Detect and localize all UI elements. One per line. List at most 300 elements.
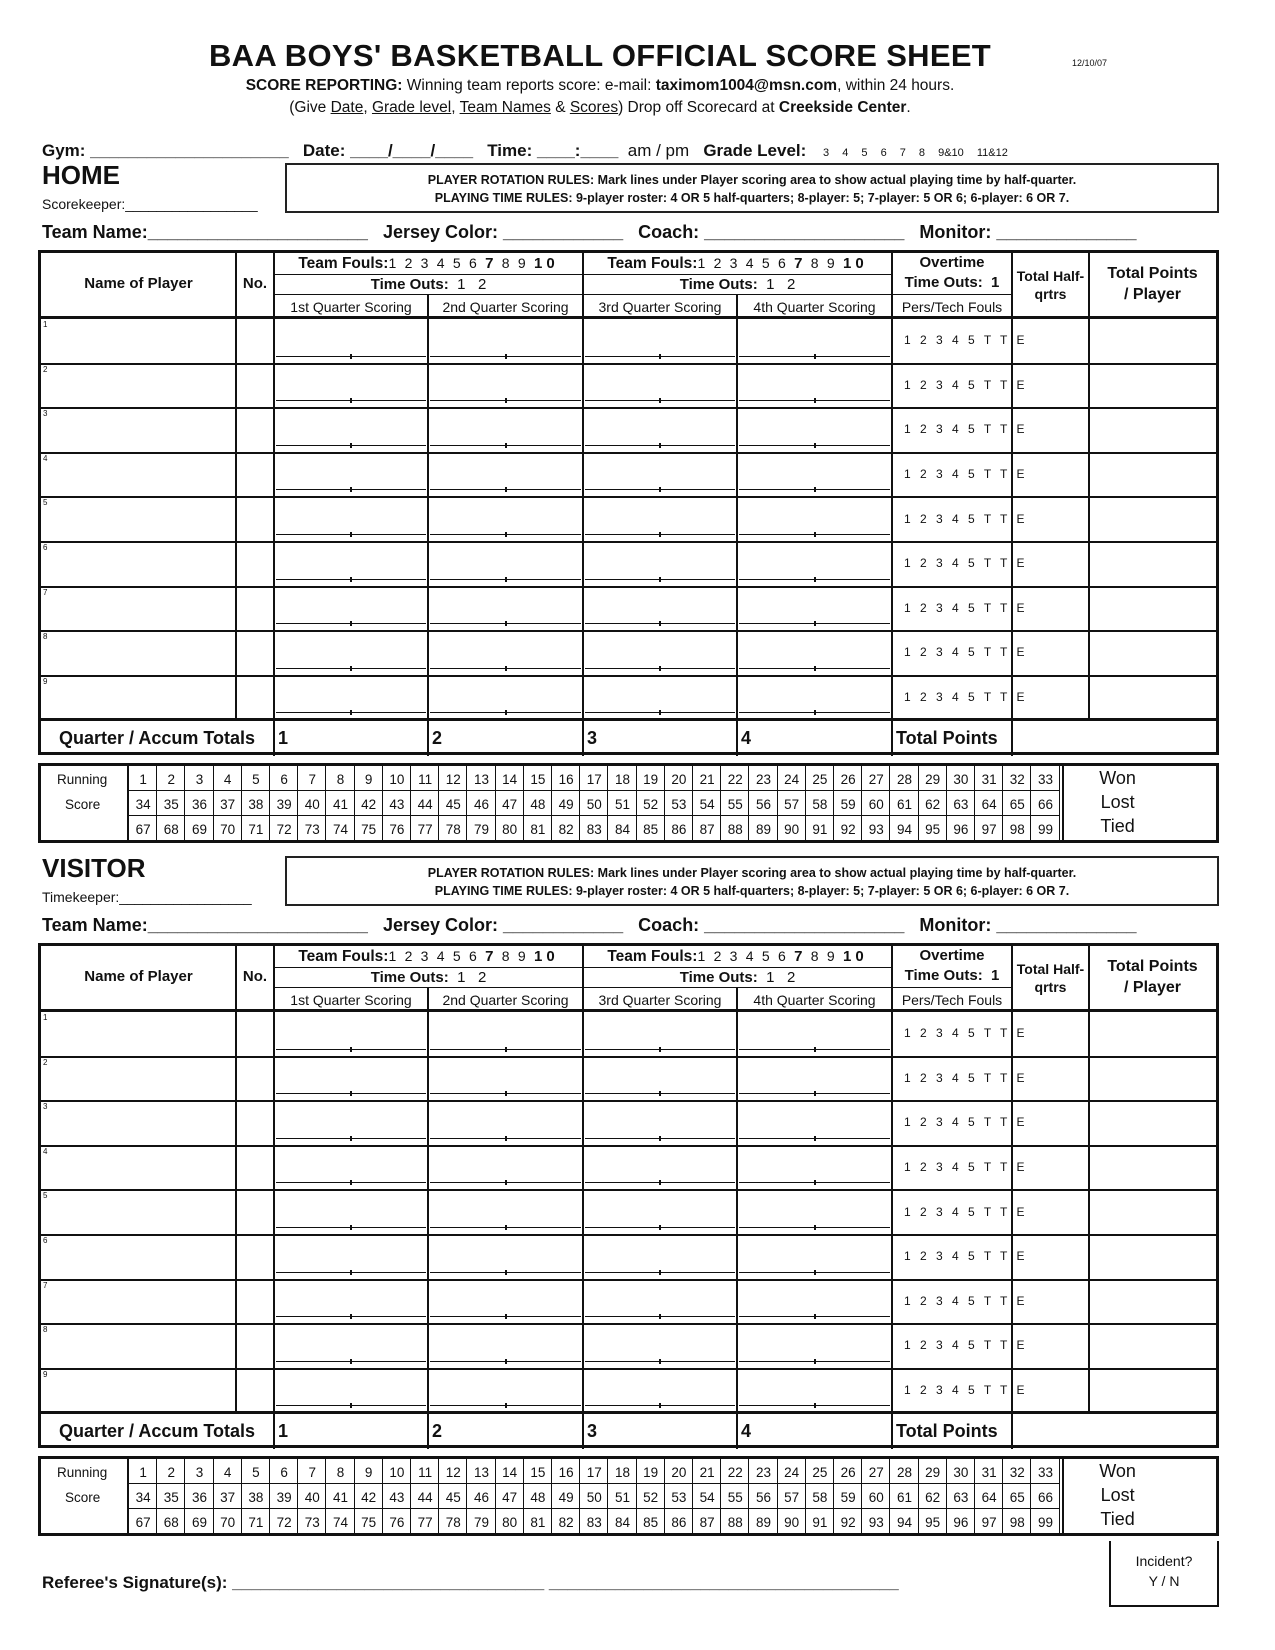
running-score-number[interactable]: 19 <box>643 1465 659 1481</box>
player-fouls[interactable]: 1 2 3 4 5 T T E <box>904 1249 1028 1264</box>
running-score-number[interactable]: 36 <box>191 1490 207 1506</box>
running-score-number[interactable]: 85 <box>643 822 659 838</box>
running-score-number[interactable]: 89 <box>755 822 771 838</box>
player-total-points-cell[interactable] <box>1089 1012 1216 1057</box>
running-score-number[interactable]: 56 <box>755 797 771 813</box>
team-foul-number[interactable]: 3 <box>729 948 742 964</box>
running-score-number[interactable]: 96 <box>953 822 969 838</box>
running-score-number[interactable]: 89 <box>755 1515 771 1531</box>
team-foul-number[interactable]: 5 <box>761 255 774 271</box>
time-outs-numbers[interactable]: 1 2 <box>457 276 487 293</box>
running-score-number[interactable]: 65 <box>1009 1490 1025 1506</box>
running-score-number[interactable]: 26 <box>840 1465 856 1481</box>
player-number-cell[interactable] <box>236 1012 274 1057</box>
player-number-cell[interactable] <box>236 1369 274 1414</box>
team-foul-number[interactable]: 3 <box>729 255 742 271</box>
running-score-number[interactable]: 10 <box>389 1465 405 1481</box>
team-foul-number[interactable]: 4 <box>436 255 449 271</box>
player-fouls[interactable]: 1 2 3 4 5 T T E <box>904 1293 1028 1308</box>
running-score-number[interactable]: 21 <box>699 1465 715 1481</box>
running-score-number[interactable]: 32 <box>1009 1465 1025 1481</box>
player-total-points-cell[interactable] <box>1089 497 1216 542</box>
running-score-number[interactable]: 78 <box>445 822 461 838</box>
total-half-quarters-cell[interactable] <box>1012 319 1089 364</box>
time-field[interactable]: Time: ____:____ <box>487 141 619 160</box>
running-score-number[interactable]: 95 <box>925 1515 941 1531</box>
running-score-number[interactable]: 3 <box>195 772 204 788</box>
player-fouls[interactable]: 1 2 3 4 5 T T E <box>904 1160 1028 1175</box>
visitor-keeper-field[interactable]: Timekeeper:_________________ <box>42 889 252 905</box>
running-score-number[interactable]: 28 <box>896 772 912 788</box>
team-name-field[interactable]: Team Name:______________________ <box>42 915 368 935</box>
player-number-cell[interactable] <box>236 453 274 498</box>
running-score-number[interactable]: 47 <box>502 1490 518 1506</box>
running-score-number[interactable]: 19 <box>643 772 659 788</box>
team-foul-number[interactable]: 8 <box>810 948 823 964</box>
player-total-points-cell[interactable] <box>1089 676 1216 721</box>
time-outs-numbers[interactable]: 1 2 <box>766 276 796 293</box>
running-score-number[interactable]: 49 <box>558 797 574 813</box>
player-fouls[interactable]: 1 2 3 4 5 T T E <box>904 556 1028 571</box>
player-number-cell[interactable] <box>236 1324 274 1369</box>
running-score-number[interactable]: 77 <box>417 822 433 838</box>
running-score-number[interactable]: 70 <box>220 1515 236 1531</box>
team-name-field[interactable]: Team Name:______________________ <box>42 222 368 242</box>
total-half-quarters-cell[interactable] <box>1012 631 1089 676</box>
home-keeper-field[interactable]: Scorekeeper:_________________ <box>42 196 258 212</box>
running-score-number[interactable]: 68 <box>163 822 179 838</box>
player-fouls[interactable]: 1 2 3 4 5 T T E <box>904 1070 1028 1085</box>
team-foul-number[interactable]: 5 <box>452 255 465 271</box>
running-score-number[interactable]: 83 <box>586 1515 602 1531</box>
player-number-cell[interactable] <box>236 676 274 721</box>
player-name-cell[interactable] <box>41 1324 236 1369</box>
running-score-number[interactable]: 26 <box>840 772 856 788</box>
running-score-number[interactable]: 57 <box>784 1490 800 1506</box>
team-foul-number[interactable]: 1 <box>697 255 710 271</box>
player-total-points-cell[interactable] <box>1089 1235 1216 1280</box>
team-foul-number[interactable]: 2 <box>713 255 726 271</box>
running-score-number[interactable]: 36 <box>191 797 207 813</box>
date-field[interactable]: Date: ____/____/____ <box>302 141 474 160</box>
player-name-cell[interactable] <box>41 1101 236 1146</box>
player-number-cell[interactable] <box>236 1190 274 1235</box>
running-score-number[interactable]: 75 <box>361 822 377 838</box>
first-half-time-outs[interactable] <box>274 276 583 293</box>
running-score-number[interactable]: 3 <box>195 1465 204 1481</box>
running-score-number[interactable]: 55 <box>727 797 743 813</box>
running-score-number[interactable]: 14 <box>502 772 518 788</box>
first-half-time-outs[interactable] <box>274 969 583 986</box>
team-foul-number[interactable]: 2 <box>404 948 417 964</box>
team-foul-number[interactable]: 5 <box>761 948 774 964</box>
running-score-number[interactable]: 6 <box>280 1465 288 1481</box>
player-fouls[interactable]: 1 2 3 4 5 T T E <box>904 600 1028 615</box>
second-half-time-outs[interactable] <box>583 969 892 986</box>
player-total-points-cell[interactable] <box>1089 1280 1216 1325</box>
running-score-number[interactable]: 2 <box>167 1465 176 1481</box>
running-score-number[interactable]: 35 <box>163 1490 179 1506</box>
player-total-points-cell[interactable] <box>1089 408 1216 453</box>
player-name-cell[interactable] <box>41 319 236 364</box>
running-score-number[interactable]: 7 <box>308 1465 317 1481</box>
total-half-quarters-cell[interactable] <box>1012 1146 1089 1191</box>
running-score-number[interactable]: 46 <box>473 1490 489 1506</box>
running-score-number[interactable]: 75 <box>361 1515 377 1531</box>
player-fouls[interactable]: 1 2 3 4 5 T T E <box>904 333 1028 348</box>
running-score-number[interactable]: 27 <box>868 772 884 788</box>
running-score-number[interactable]: 65 <box>1009 797 1025 813</box>
running-score-number[interactable]: 64 <box>981 797 997 813</box>
player-number-cell[interactable] <box>236 631 274 676</box>
running-score-number[interactable]: 7 <box>308 772 317 788</box>
running-score-number[interactable]: 97 <box>981 822 997 838</box>
player-name-cell[interactable] <box>41 587 236 632</box>
running-score-number[interactable]: 4 <box>223 1465 232 1481</box>
running-score-number[interactable]: 87 <box>699 822 715 838</box>
total-half-quarters-cell[interactable] <box>1012 1190 1089 1235</box>
running-score-number[interactable]: 18 <box>614 772 630 788</box>
running-score-number[interactable]: 90 <box>784 822 800 838</box>
running-score-number[interactable]: 24 <box>784 772 800 788</box>
running-score-number[interactable]: 29 <box>925 772 941 788</box>
player-number-cell[interactable] <box>236 542 274 587</box>
running-score-number[interactable]: 49 <box>558 1490 574 1506</box>
second-half-time-outs[interactable] <box>583 276 892 293</box>
running-score-number[interactable]: 13 <box>473 1465 489 1481</box>
running-score-number[interactable]: 20 <box>671 1465 687 1481</box>
running-score-number[interactable]: 34 <box>135 1490 151 1506</box>
running-score-number[interactable]: 53 <box>671 797 687 813</box>
running-score-number[interactable]: 54 <box>699 797 715 813</box>
running-score-number[interactable]: 74 <box>332 822 348 838</box>
team-foul-number[interactable]: 6 <box>778 948 790 964</box>
running-score-number[interactable]: 52 <box>643 1490 659 1506</box>
running-score-number[interactable]: 50 <box>586 797 602 813</box>
running-score-number[interactable]: 6 <box>280 772 288 788</box>
player-total-points-cell[interactable] <box>1089 1101 1216 1146</box>
total-half-quarters-cell[interactable] <box>1012 1235 1089 1280</box>
running-score-number[interactable]: 74 <box>332 1515 348 1531</box>
running-score-number[interactable]: 62 <box>925 1490 941 1506</box>
running-score-number[interactable]: 41 <box>332 1490 348 1506</box>
running-score-number[interactable]: 8 <box>336 1465 345 1481</box>
player-number-cell[interactable] <box>236 1235 274 1280</box>
running-score-number[interactable]: 27 <box>868 1465 884 1481</box>
monitor-field[interactable]: Monitor: ______________ <box>919 915 1137 935</box>
running-score-number[interactable]: 45 <box>445 797 461 813</box>
won-option[interactable]: Won <box>1099 1461 1136 1482</box>
team-foul-number[interactable]: 10 <box>533 948 559 965</box>
quarter-total-cell[interactable]: 1 <box>278 1421 289 1442</box>
running-score-number[interactable]: 63 <box>953 797 969 813</box>
team-foul-number[interactable]: 7 <box>485 255 498 272</box>
running-score-number[interactable]: 48 <box>530 1490 546 1506</box>
quarter-total-cell[interactable]: 2 <box>432 728 443 749</box>
team-foul-number[interactable]: 3 <box>420 255 433 271</box>
monitor-field[interactable]: Monitor: ______________ <box>919 222 1137 242</box>
running-score-number[interactable]: 4 <box>223 772 232 788</box>
team-total-points-cell[interactable] <box>1012 1413 1216 1449</box>
running-score-number[interactable]: 10 <box>389 772 405 788</box>
running-score-number[interactable]: 32 <box>1009 772 1025 788</box>
running-score-number[interactable]: 44 <box>417 1490 433 1506</box>
team-foul-number[interactable]: 1 <box>388 255 401 271</box>
running-score-number[interactable]: 40 <box>304 1490 320 1506</box>
player-name-cell[interactable] <box>41 364 236 409</box>
quarter-total-cell[interactable]: 1 <box>278 728 289 749</box>
player-fouls[interactable]: 1 2 3 4 5 T T E <box>904 422 1028 437</box>
ampm-choice[interactable]: am / pm <box>627 141 690 160</box>
running-score-number[interactable]: 61 <box>896 1490 912 1506</box>
running-score-number[interactable]: 42 <box>361 1490 377 1506</box>
running-score-number[interactable]: 80 <box>502 1515 518 1531</box>
running-score-number[interactable]: 45 <box>445 1490 461 1506</box>
player-total-points-cell[interactable] <box>1089 631 1216 676</box>
total-half-quarters-cell[interactable] <box>1012 1280 1089 1325</box>
player-name-cell[interactable] <box>41 631 236 676</box>
running-score-number[interactable]: 84 <box>614 822 630 838</box>
team-foul-number[interactable]: 3 <box>420 948 433 964</box>
running-score-number[interactable]: 25 <box>812 1465 828 1481</box>
running-score-number[interactable]: 11 <box>418 1465 433 1481</box>
running-score-number[interactable]: 43 <box>389 797 405 813</box>
running-score-number[interactable]: 39 <box>276 797 292 813</box>
player-name-cell[interactable] <box>41 1280 236 1325</box>
running-score-number[interactable]: 53 <box>671 1490 687 1506</box>
running-score-number[interactable]: 38 <box>248 797 264 813</box>
running-score-number[interactable]: 80 <box>502 822 518 838</box>
running-score-number[interactable]: 98 <box>1009 822 1025 838</box>
running-score-number[interactable]: 11 <box>418 772 433 788</box>
running-score-number[interactable]: 84 <box>614 1515 630 1531</box>
running-score-number[interactable]: 81 <box>530 1515 546 1531</box>
running-score-number[interactable]: 64 <box>981 1490 997 1506</box>
player-name-cell[interactable] <box>41 1012 236 1057</box>
team-foul-number[interactable]: 10 <box>533 255 559 272</box>
running-score-number[interactable]: 5 <box>252 1465 260 1481</box>
coach-field[interactable]: Coach: ____________________ <box>638 915 905 935</box>
total-half-quarters-cell[interactable] <box>1012 542 1089 587</box>
gym-field[interactable]: Gym: _____________________ <box>42 141 289 160</box>
running-score-number[interactable]: 95 <box>925 822 941 838</box>
running-score-number[interactable]: 52 <box>643 797 659 813</box>
player-total-points-cell[interactable] <box>1089 1146 1216 1191</box>
incident-box[interactable] <box>1109 1541 1219 1607</box>
quarter-total-cell[interactable]: 4 <box>741 728 752 749</box>
player-name-cell[interactable] <box>41 676 236 721</box>
player-number-cell[interactable] <box>236 1146 274 1191</box>
team-foul-number[interactable]: 7 <box>485 948 498 965</box>
team-foul-number[interactable]: 5 <box>452 948 465 964</box>
total-half-quarters-cell[interactable] <box>1012 1057 1089 1102</box>
running-score-number[interactable]: 51 <box>614 797 630 813</box>
running-score-number[interactable]: 67 <box>135 1515 151 1531</box>
running-score-number[interactable]: 99 <box>1037 822 1053 838</box>
total-half-quarters-cell[interactable] <box>1012 1101 1089 1146</box>
player-name-cell[interactable] <box>41 1369 236 1414</box>
running-score-number[interactable]: 21 <box>699 772 715 788</box>
player-number-cell[interactable] <box>236 1280 274 1325</box>
running-score-number[interactable]: 34 <box>135 797 151 813</box>
player-name-cell[interactable] <box>41 542 236 587</box>
running-score-number[interactable]: 22 <box>727 772 743 788</box>
running-score-number[interactable]: 67 <box>135 822 151 838</box>
running-score-number[interactable]: 23 <box>755 1465 771 1481</box>
total-half-quarters-cell[interactable] <box>1012 676 1089 721</box>
team-foul-number[interactable]: 2 <box>404 255 417 271</box>
running-score-number[interactable]: 88 <box>727 1515 743 1531</box>
running-score-number[interactable]: 33 <box>1037 772 1053 788</box>
running-score-number[interactable]: 91 <box>812 1515 828 1531</box>
running-score-number[interactable]: 17 <box>586 1465 602 1481</box>
running-score-number[interactable]: 2 <box>167 772 176 788</box>
player-total-points-cell[interactable] <box>1089 319 1216 364</box>
team-foul-number[interactable]: 1 <box>697 948 710 964</box>
team-foul-number[interactable]: 8 <box>810 255 823 271</box>
running-score-number[interactable]: 24 <box>784 1465 800 1481</box>
player-number-cell[interactable] <box>236 408 274 453</box>
lost-option[interactable]: Lost <box>1100 1485 1135 1506</box>
player-total-points-cell[interactable] <box>1089 453 1216 498</box>
running-score-number[interactable]: 93 <box>868 1515 884 1531</box>
player-fouls[interactable]: 1 2 3 4 5 T T E <box>904 467 1028 482</box>
player-fouls[interactable]: 1 2 3 4 5 T T E <box>904 511 1028 526</box>
running-score-number[interactable]: 28 <box>896 1465 912 1481</box>
running-score-number[interactable]: 58 <box>812 797 828 813</box>
running-score-number[interactable]: 13 <box>473 772 489 788</box>
running-score-number[interactable]: 58 <box>812 1490 828 1506</box>
total-half-quarters-cell[interactable] <box>1012 1012 1089 1057</box>
quarter-total-cell[interactable]: 3 <box>587 728 598 749</box>
team-foul-number[interactable]: 10 <box>842 948 868 965</box>
player-number-cell[interactable] <box>236 587 274 632</box>
player-number-cell[interactable] <box>236 364 274 409</box>
running-score-number[interactable]: 43 <box>389 1490 405 1506</box>
running-score-number[interactable]: 96 <box>953 1515 969 1531</box>
team-foul-number[interactable]: 10 <box>842 255 868 272</box>
running-score-number[interactable]: 1 <box>139 1465 147 1481</box>
running-score-number[interactable]: 40 <box>304 797 320 813</box>
running-score-number[interactable]: 97 <box>981 1515 997 1531</box>
running-score-number[interactable]: 48 <box>530 797 546 813</box>
player-name-cell[interactable] <box>41 1235 236 1280</box>
grade-options[interactable]: 3 4 5 6 7 8 9&10 11&12 <box>823 147 1008 159</box>
player-number-cell[interactable] <box>236 1057 274 1102</box>
running-score-number[interactable]: 39 <box>276 1490 292 1506</box>
player-fouls[interactable]: 1 2 3 4 5 T T E <box>904 1383 1028 1398</box>
team-foul-number[interactable]: 1 <box>388 948 401 964</box>
running-score-number[interactable]: 1 <box>139 772 147 788</box>
running-score-number[interactable]: 86 <box>671 822 687 838</box>
running-score-number[interactable]: 42 <box>361 797 377 813</box>
running-score-number[interactable]: 93 <box>868 822 884 838</box>
running-score-number[interactable]: 72 <box>276 1515 292 1531</box>
team-foul-number[interactable]: 9 <box>517 255 530 271</box>
running-score-number[interactable]: 12 <box>445 1465 461 1481</box>
running-score-number[interactable]: 37 <box>220 797 236 813</box>
team-foul-number[interactable]: 4 <box>436 948 449 964</box>
team-foul-number[interactable]: 2 <box>713 948 726 964</box>
total-half-quarters-cell[interactable] <box>1012 497 1089 542</box>
running-score-number[interactable]: 17 <box>586 772 602 788</box>
running-score-number[interactable]: 31 <box>981 772 997 788</box>
player-fouls[interactable]: 1 2 3 4 5 T T E <box>904 690 1028 705</box>
total-half-quarters-cell[interactable] <box>1012 453 1089 498</box>
quarter-total-cell[interactable]: 2 <box>432 1421 443 1442</box>
player-number-cell[interactable] <box>236 1101 274 1146</box>
running-score-number[interactable]: 71 <box>248 1515 264 1531</box>
team-total-points-cell[interactable] <box>1012 720 1216 756</box>
running-score-number[interactable]: 9 <box>364 1465 373 1481</box>
overtime-time-outs[interactable]: Time Outs: 1 <box>904 967 1000 984</box>
running-score-number[interactable]: 51 <box>614 1490 630 1506</box>
running-score-number[interactable]: 20 <box>671 772 687 788</box>
player-fouls[interactable]: 1 2 3 4 5 T T E <box>904 1338 1028 1353</box>
tied-option[interactable]: Tied <box>1100 816 1135 837</box>
referee-signature-field[interactable]: Referee's Signature(s): _________________________________ _____________________________________ <box>42 1573 899 1592</box>
running-score-number[interactable]: 29 <box>925 1465 941 1481</box>
player-total-points-cell[interactable] <box>1089 1369 1216 1414</box>
running-score-number[interactable]: 92 <box>840 1515 856 1531</box>
team-foul-number[interactable]: 8 <box>501 948 514 964</box>
player-total-points-cell[interactable] <box>1089 1190 1216 1235</box>
running-score-number[interactable]: 92 <box>840 822 856 838</box>
running-score-number[interactable]: 86 <box>671 1515 687 1531</box>
total-half-quarters-cell[interactable] <box>1012 408 1089 453</box>
team-foul-number[interactable]: 4 <box>745 948 758 964</box>
team-foul-number[interactable]: 9 <box>826 255 839 271</box>
running-score-number[interactable]: 90 <box>784 1515 800 1531</box>
running-score-number[interactable]: 59 <box>840 1490 856 1506</box>
running-score-number[interactable]: 16 <box>558 1465 574 1481</box>
running-score-number[interactable]: 83 <box>586 822 602 838</box>
team-foul-number[interactable]: 7 <box>794 948 807 965</box>
running-score-number[interactable]: 98 <box>1009 1515 1025 1531</box>
running-score-number[interactable]: 30 <box>953 1465 969 1481</box>
running-score-number[interactable]: 18 <box>614 1465 630 1481</box>
running-score-number[interactable]: 57 <box>784 797 800 813</box>
time-outs-numbers[interactable]: 1 2 <box>766 969 796 986</box>
running-score-number[interactable]: 85 <box>643 1515 659 1531</box>
running-score-number[interactable]: 46 <box>473 797 489 813</box>
quarter-total-cell[interactable]: 3 <box>587 1421 598 1442</box>
running-score-number[interactable]: 60 <box>868 1490 884 1506</box>
player-name-cell[interactable] <box>41 408 236 453</box>
team-foul-number[interactable]: 6 <box>778 255 790 271</box>
player-fouls[interactable]: 1 2 3 4 5 T T E <box>904 1115 1028 1130</box>
running-score-number[interactable]: 60 <box>868 797 884 813</box>
won-option[interactable]: Won <box>1099 768 1136 789</box>
lost-option[interactable]: Lost <box>1100 792 1135 813</box>
running-score-number[interactable]: 23 <box>755 772 771 788</box>
running-score-number[interactable]: 63 <box>953 1490 969 1506</box>
running-score-number[interactable]: 59 <box>840 797 856 813</box>
running-score-number[interactable]: 41 <box>332 797 348 813</box>
player-total-points-cell[interactable] <box>1089 542 1216 587</box>
team-foul-number[interactable]: 9 <box>517 948 530 964</box>
running-score-number[interactable]: 94 <box>896 1515 912 1531</box>
running-score-number[interactable]: 54 <box>699 1490 715 1506</box>
running-score-number[interactable]: 70 <box>220 822 236 838</box>
running-score-number[interactable]: 87 <box>699 1515 715 1531</box>
running-score-number[interactable]: 78 <box>445 1515 461 1531</box>
running-score-number[interactable]: 47 <box>502 797 518 813</box>
running-score-number[interactable]: 94 <box>896 822 912 838</box>
running-score-number[interactable]: 73 <box>304 822 320 838</box>
running-score-number[interactable]: 77 <box>417 1515 433 1531</box>
player-total-points-cell[interactable] <box>1089 1324 1216 1369</box>
